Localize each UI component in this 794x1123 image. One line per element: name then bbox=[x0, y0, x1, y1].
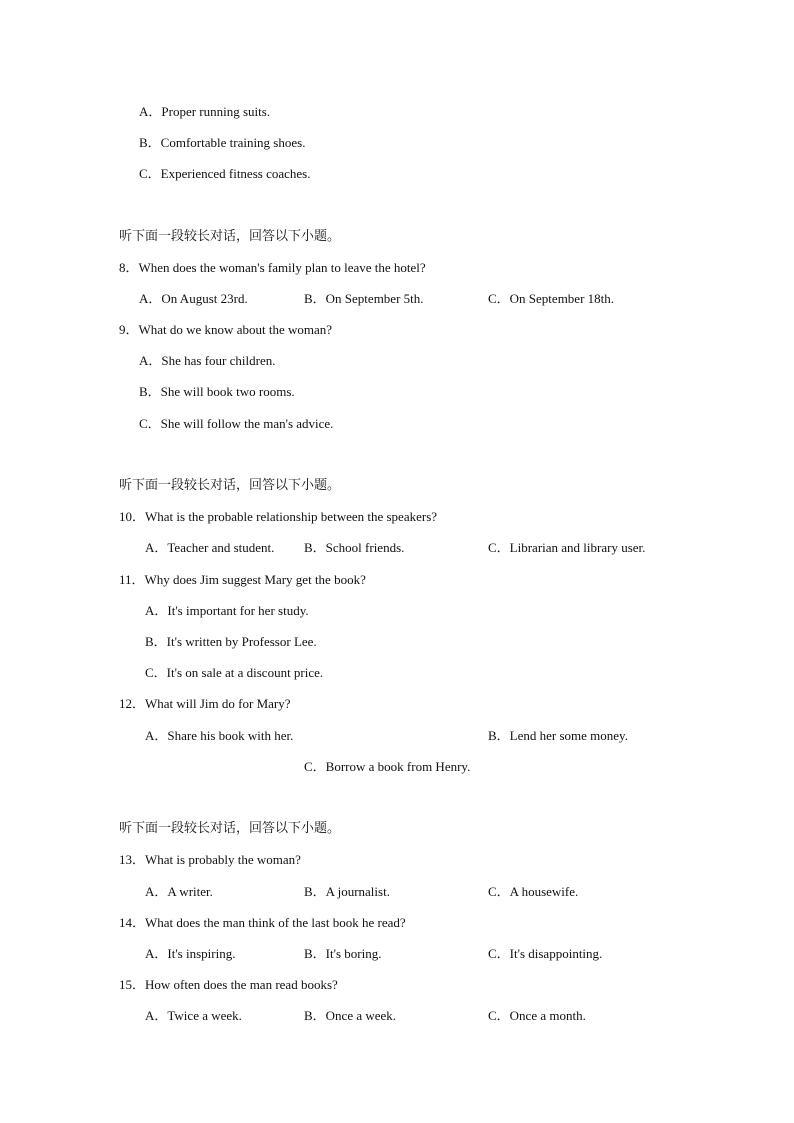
q14-option-c: C．It's disappointing. bbox=[488, 946, 603, 961]
q13-option-a: A．A writer. bbox=[145, 884, 213, 899]
q11-stem: 11．Why does Jim suggest Mary get the book? bbox=[119, 572, 366, 587]
section-heading: 听下面一段较长对话，回答以下小题。 bbox=[119, 821, 341, 836]
q15-option-c: C．Once a month. bbox=[488, 1008, 586, 1023]
q12-option-c: C．Borrow a book from Henry. bbox=[304, 759, 471, 774]
q11-option-a: A．It's important for her study. bbox=[145, 603, 309, 618]
q7-option-c: C．Experienced fitness coaches. bbox=[139, 166, 311, 181]
section-heading: 听下面一段较长对话，回答以下小题。 bbox=[119, 478, 341, 493]
q10-option-b: B．School friends. bbox=[304, 540, 405, 555]
q10-option-a: A．Teacher and student. bbox=[145, 540, 275, 555]
q13-option-b: B．A journalist. bbox=[304, 884, 390, 899]
q15-option-b: B．Once a week. bbox=[304, 1008, 397, 1023]
section-heading: 听下面一段较长对话，回答以下小题。 bbox=[119, 229, 341, 244]
q15-option-a: A．Twice a week. bbox=[145, 1008, 242, 1023]
q9-stem: 9．What do we know about the woman? bbox=[119, 322, 333, 337]
q9-option-c: C．She will follow the man's advice. bbox=[139, 416, 334, 431]
q15-stem: 15．How often does the man read books? bbox=[119, 977, 338, 992]
q12-stem: 12．What will Jim do for Mary? bbox=[119, 696, 291, 711]
q8-option-a: A．On August 23rd. bbox=[139, 291, 248, 306]
q9-option-a: A．She has four children. bbox=[139, 353, 276, 368]
q8-stem: 8．When does the woman's family plan to leave the hotel? bbox=[119, 260, 426, 275]
q10-option-c: C．Librarian and library user. bbox=[488, 540, 646, 555]
q13-stem: 13．What is probably the woman? bbox=[119, 852, 301, 867]
q9-option-b: B．She will book two rooms. bbox=[139, 384, 295, 399]
q12-option-a: A．Share his book with her. bbox=[145, 728, 294, 743]
q14-stem: 14．What does the man think of the last book he read? bbox=[119, 915, 406, 930]
q10-stem: 10．What is the probable relationship between the speakers? bbox=[119, 509, 438, 524]
q7-option-b: B．Comfortable training shoes. bbox=[139, 135, 306, 150]
q7-option-a: A．Proper running suits. bbox=[139, 104, 271, 119]
q8-option-b: B．On September 5th. bbox=[304, 291, 424, 306]
q14-option-b: B．It's boring. bbox=[304, 946, 382, 961]
q11-option-b: B．It's written by Professor Lee. bbox=[145, 634, 317, 649]
q11-option-c: C．It's on sale at a discount price. bbox=[145, 665, 324, 680]
q8-option-c: C．On September 18th. bbox=[488, 291, 615, 306]
q12-option-b: B．Lend her some money. bbox=[488, 728, 628, 743]
q13-option-c: C．A housewife. bbox=[488, 884, 579, 899]
q14-option-a: A．It's inspiring. bbox=[145, 946, 236, 961]
